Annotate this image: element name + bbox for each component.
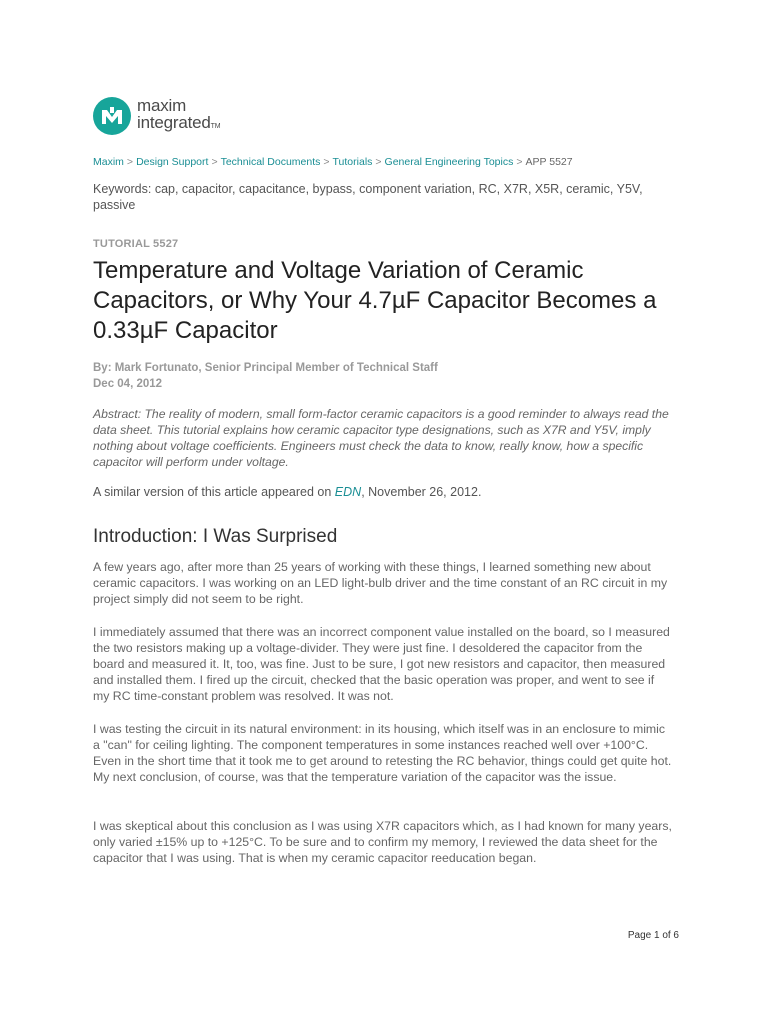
abstract: Abstract: The reality of modern, small form-factor ceramic capacitors is a good reminder to always read the data sheet. This tutorial explains how ceramic capacitor type designations, such as X7R and Y5V, imply nothing about voltage coefficients. Engineers must check the data to know, really know, how a specific capacitor will perform under voltage. (93, 407, 669, 469)
author: By: Mark Fortunato, Senior Principal Member of Technical Staff (93, 362, 438, 374)
body-paragraph-3: I was testing the circuit in its natural environment: in its housing, which itself was in an enclosure to mimic a "can" for ceiling lighting. The component temperatures in some instances reached well over +100°C. Even in the short time that it took me to get around to retesting the RC behavior, things could get quite hot. My next conclusion, of course, was that the temperature variation of the capacitor was the issue. (93, 722, 672, 784)
section-heading: Introduction: I Was Surprised (93, 526, 338, 547)
similar-version-suffix: , November 26, 2012. (361, 485, 482, 499)
logo-line-2-text: integrated (137, 113, 211, 132)
keywords: Keywords: cap, capacitor, capacitance, bypass, component variation, RC, X7R, X5R, ceramic, Y5V, passive (93, 182, 643, 212)
breadcrumb-separator: > (516, 156, 523, 168)
breadcrumb (93, 156, 573, 168)
breadcrumb-separator: > (375, 156, 382, 168)
maxim-integrated-logo[interactable] (93, 96, 220, 136)
similar-version-note (93, 485, 481, 499)
trademark-mark: TM (210, 123, 221, 130)
body-paragraph-2: I immediately assumed that there was an incorrect component value installed on the board, so I measured the two resistors making up a voltage-divider. They were just fine. I desoldered the capacitor from the board and measured it. It, too, was fine. Just to be sure, I got new resistors and capacitor, then measured and installed them. I fired up the circuit, checked that the basic operation was proper, and went to see if my RC time-constant problem was resolved. It was not. (93, 625, 670, 703)
similar-version-prefix: A similar version of this article appeared on (93, 485, 335, 499)
breadcrumb-general-engineering-topics[interactable]: General Engineering Topics (384, 156, 514, 168)
page-title: Temperature and Voltage Variation of Ceramic Capacitors, or Why Your 4.7µF Capacitor Becomes a 0.33µF Capacitor (93, 257, 657, 344)
tutorial-label: TUTORIAL 5527 (93, 238, 179, 250)
edn-link[interactable]: EDN (334, 485, 362, 499)
maxim-logo-icon (93, 97, 131, 135)
page-number: Page 1 of 6 (627, 930, 679, 941)
breadcrumb-separator: > (126, 156, 134, 168)
breadcrumb-design-support[interactable]: Design Support (136, 156, 209, 168)
logo-line-1: maxim (137, 96, 187, 115)
byline (93, 360, 438, 392)
body-paragraph-4: I was skeptical about this conclusion as I was using X7R capacitors which, as I had known for many years, only varied ±15% up to +125°C. To be sure and to confirm my memory, I reviewed the data sheet for the capacitor that I was using. That is when my ceramic capacitor reeducation began. (93, 819, 672, 865)
breadcrumb-separator: > (211, 156, 218, 168)
breadcrumb-maxim[interactable]: Maxim (93, 156, 124, 168)
logo-wordmark (137, 97, 220, 135)
breadcrumb-technical-documents[interactable]: Technical Documents (220, 156, 321, 168)
body-paragraph-1: A few years ago, after more than 25 years of working with these things, I learned something new about ceramic capacitors. I was working on an LED light-bulb driver and the time constant of an RC circuit in my project simply did not seem to be right. (93, 560, 668, 606)
breadcrumb-current: APP 5527 (525, 156, 573, 168)
breadcrumb-separator: > (323, 156, 330, 168)
publish-date: Dec 04, 2012 (93, 378, 163, 390)
breadcrumb-tutorials[interactable]: Tutorials (332, 156, 373, 168)
logo-line-2 (137, 114, 220, 135)
